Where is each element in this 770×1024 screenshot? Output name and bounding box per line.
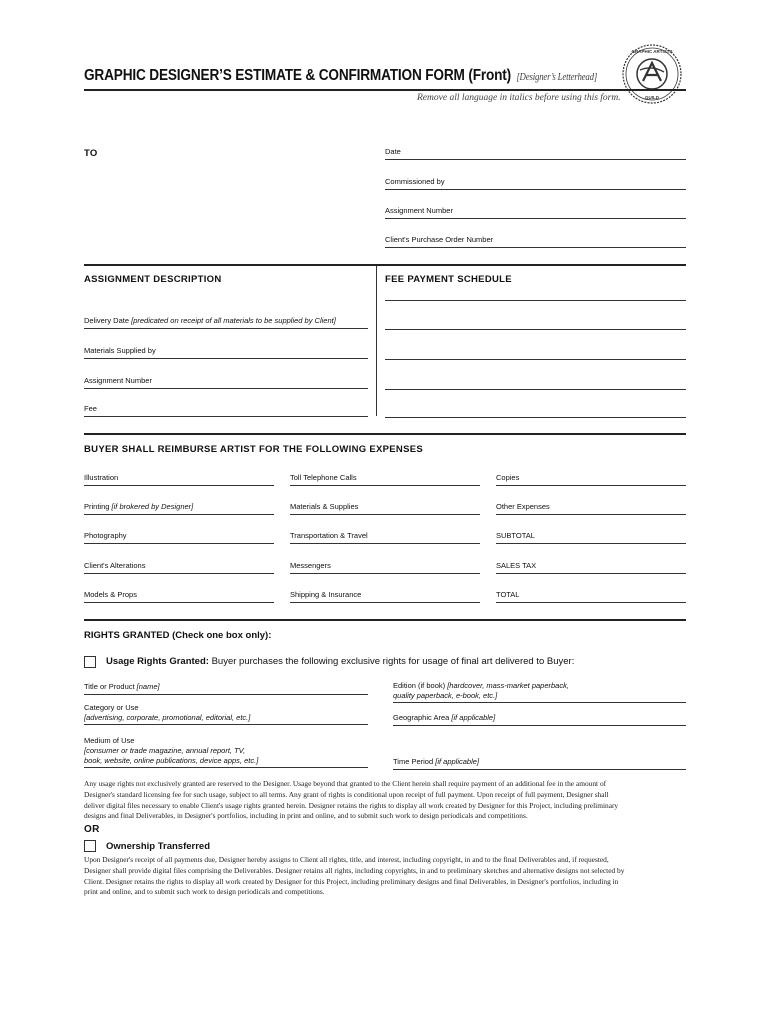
category-label: Category or Use [advertising, corporate, promotional, editorial, etc.] (84, 703, 251, 722)
date-label: Date (385, 147, 401, 156)
assignment-number-field[interactable] (385, 218, 686, 219)
expense-photography-field[interactable] (84, 543, 274, 544)
delivery-date-field[interactable] (84, 328, 368, 329)
expense-transportation-label: Transportation & Travel (290, 531, 368, 540)
edition-field[interactable] (393, 702, 686, 703)
expenses-heading: BUYER SHALL REIMBURSE ARTIST FOR THE FOLLOWING EXPENSES (84, 444, 423, 455)
assignment-number-2-label: Assignment Number (84, 376, 152, 385)
ownership-transferred-title: Ownership Transferred (106, 841, 211, 852)
materials-supplied-label: Materials Supplied by (84, 346, 156, 355)
delivery-date-note: [predicated on receipt of all materials to be supplied by Client] (131, 316, 336, 325)
assignment-number-label: Assignment Number (385, 206, 453, 215)
category-field[interactable] (84, 724, 368, 725)
expense-other-label: Other Expenses (496, 502, 550, 511)
fee-label: Fee (84, 404, 97, 413)
svg-text:GRAPHIC ARTISTS: GRAPHIC ARTISTS (631, 49, 673, 54)
time-period-label: Time Period [if applicable] (393, 757, 480, 766)
materials-supplied-field[interactable] (84, 358, 368, 359)
svg-text:GUILD: GUILD (645, 95, 659, 100)
expense-materials-label: Materials & Supplies (290, 502, 359, 511)
expense-illustration-field[interactable] (84, 485, 274, 486)
fee-schedule-line-5[interactable] (385, 417, 686, 418)
total-label: TOTAL (496, 590, 520, 599)
section-divider (84, 264, 686, 266)
fee-schedule-line-2[interactable] (385, 329, 686, 330)
date-field[interactable] (385, 159, 686, 160)
medium-label: Medium of Use [consumer or trade magazine, annual report, TV, book, website, online publications, device apps, etc.] (84, 736, 259, 765)
guild-seal-logo (621, 43, 683, 105)
purchase-order-field[interactable] (385, 247, 686, 248)
subtotal-field[interactable] (496, 543, 686, 544)
delivery-date-label: Delivery Date [predicated on receipt of all materials to be supplied by Client] (84, 316, 336, 325)
expense-illustration-label: Illustration (84, 473, 119, 482)
or-label: OR (84, 824, 100, 835)
geographic-area-label: Geographic Area [if applicable] (393, 713, 496, 722)
commissioned-by-field[interactable] (385, 189, 686, 190)
purchase-order-label: Client's Purchase Order Number (385, 235, 494, 244)
commissioned-by-label: Commissioned by (385, 177, 445, 186)
fee-schedule-line-1[interactable] (385, 300, 686, 301)
expense-transportation-field[interactable] (290, 543, 480, 544)
sales-tax-label: SALES TAX (496, 561, 537, 570)
expense-messengers-field[interactable] (290, 573, 480, 574)
expense-copies-label: Copies (496, 473, 520, 482)
usage-rights-title: Usage Rights Granted: (106, 656, 209, 667)
medium-field[interactable] (84, 767, 368, 768)
expense-shipping-label: Shipping & Insurance (290, 590, 362, 599)
usage-rights-line (106, 656, 574, 667)
rights-heading: RIGHTS GRANTED (Check one box only): (84, 630, 272, 641)
instruction-note: Remove all language in italics before using this form. (417, 93, 621, 103)
usage-rights-paragraph: Any usage rights not exclusively granted are reserved to the Designer. Usage beyond that granted to the Client herein shall require payment of an additional fee in the amount of Designer's standard licensing fee for such usage, subject to all terms. Any grant of rights is conditional upon receipt of full payment. Upon receipt of full payment, Designer shall deliver digital files necessary to enable Client's usage rights granted herein. Designer retains the rights to display all work created by Designer for this Project, including preliminary designs and final Deliverables, in Designer's portfolios, including in print and online, and to submit such work to design periodicals and competitions. (84, 779, 619, 821)
title-product-label: Title or Product [name] (84, 682, 160, 691)
expense-messengers-label: Messengers (290, 561, 331, 570)
fee-schedule-line-3[interactable] (385, 359, 686, 360)
expense-photography-label: Photography (84, 531, 127, 540)
fee-schedule-line-4[interactable] (385, 389, 686, 390)
expense-other-field[interactable] (496, 514, 686, 515)
expense-printing-field[interactable] (84, 514, 274, 515)
fee-schedule-heading: FEE PAYMENT SCHEDULE (385, 274, 512, 285)
expense-models-field[interactable] (84, 602, 274, 603)
expense-shipping-field[interactable] (290, 602, 480, 603)
geographic-area-field[interactable] (393, 725, 686, 726)
fee-field[interactable] (84, 416, 368, 417)
letterhead-note: [Designer’s Letterhead] (516, 72, 598, 83)
expense-printing-label: Printing [if brokered by Designer] (84, 502, 194, 511)
section-divider (84, 433, 686, 435)
usage-rights-text: Buyer purchases the following exclusive rights for usage of final art delivered to Buyer: (211, 656, 575, 667)
sales-tax-field[interactable] (496, 573, 686, 574)
assignment-heading: ASSIGNMENT DESCRIPTION (84, 274, 222, 285)
total-field[interactable] (496, 602, 686, 603)
expense-materials-field[interactable] (290, 514, 480, 515)
expense-models-label: Models & Props (84, 590, 137, 599)
edition-label: Edition (if book) [hardcover, mass-market paperback, quality paperback, e-book, etc.] (393, 681, 569, 700)
header-divider (84, 89, 686, 91)
assignment-number-2-field[interactable] (84, 388, 368, 389)
printing-note: [if brokered by Designer] (111, 502, 194, 511)
section-divider (84, 619, 686, 621)
expense-copies-field[interactable] (496, 485, 686, 486)
usage-rights-checkbox[interactable] (84, 656, 96, 668)
subtotal-label: SUBTOTAL (496, 531, 535, 540)
to-label: TO (84, 148, 98, 159)
form-title: GRAPHIC DESIGNER’S ESTIMATE & CONFIRMATION FORM (Front) [Designer’s Letterhead] (84, 67, 598, 84)
ownership-transferred-checkbox[interactable] (84, 840, 96, 852)
expense-telephone-field[interactable] (290, 485, 480, 486)
column-divider (376, 266, 377, 416)
expense-alterations-field[interactable] (84, 573, 274, 574)
ownership-paragraph: Upon Designer's receipt of all payments due, Designer hereby assigns to Client all rights, title, and interest, including copyright, in and to the final Deliverables and, if requested, Designer shall provide digital files comprising the Deliverables. Designer retains all rights, including copyrights, in and to preliminary sketches and alternative designs not selected by Client. Designer retains the rights to display all work created by Designer for this Project, including preliminary designs and final Deliverables, in Designer's portfolios, including in print and online, and to submit such work to design periodicals and competitions. (84, 855, 625, 897)
expense-telephone-label: Toll Telephone Calls (290, 473, 357, 482)
title-product-field[interactable] (84, 694, 368, 695)
expense-alterations-label: Client's Alterations (84, 561, 146, 570)
time-period-field[interactable] (393, 769, 686, 770)
